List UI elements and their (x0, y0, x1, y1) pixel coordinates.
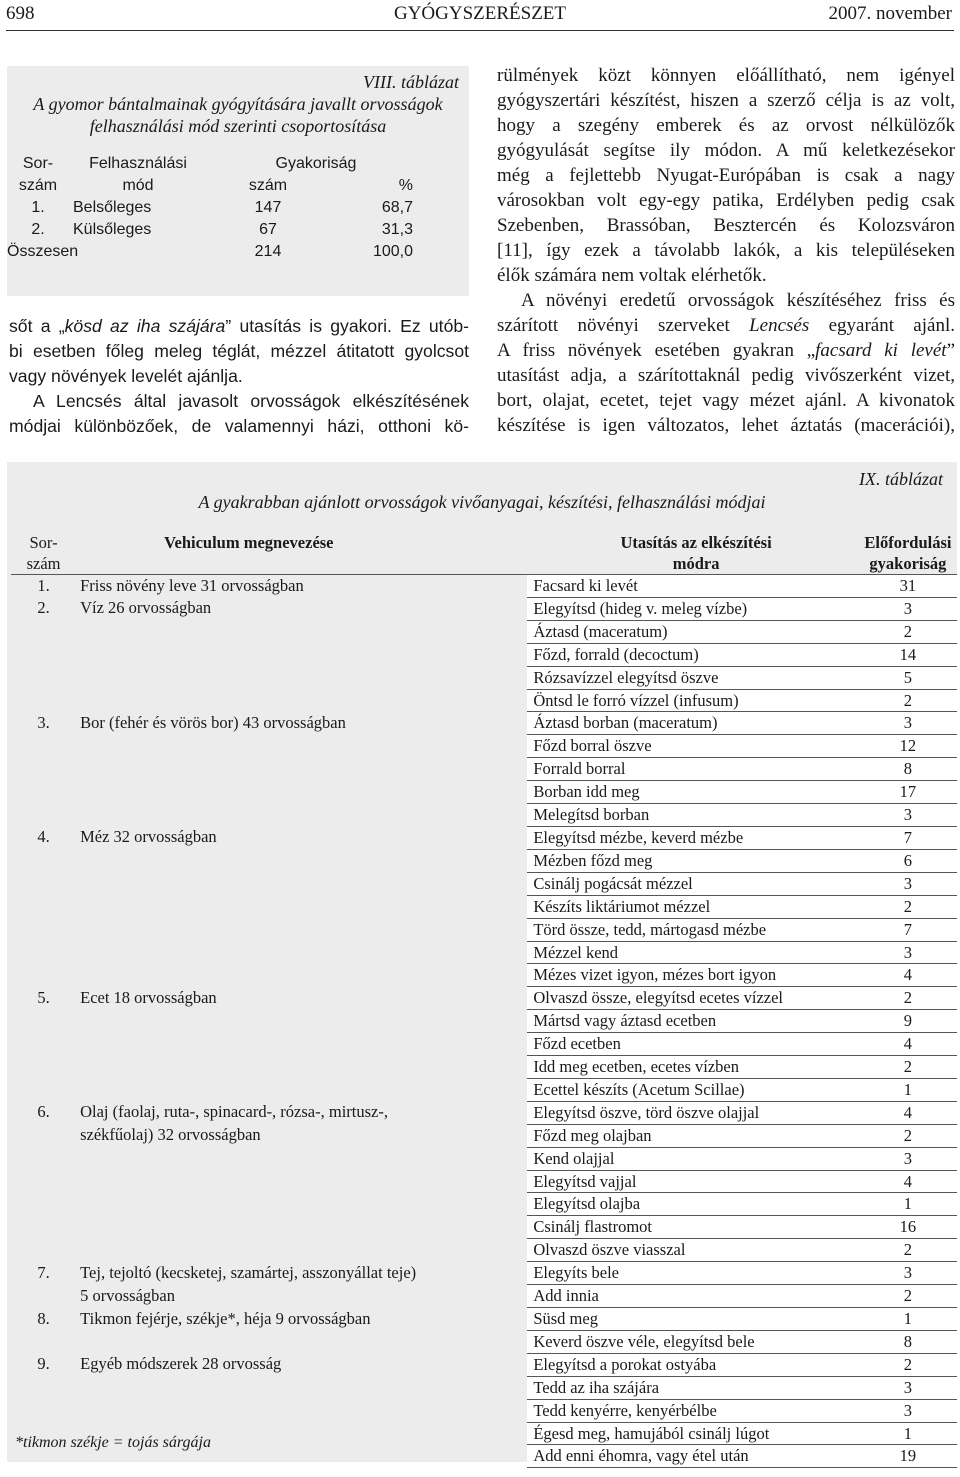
row-number-cell (11, 781, 76, 804)
instruction-cell: Elegyítsd a porokat ostyába (527, 1353, 859, 1376)
text-line: hogy a szegény emberek és az orvost nélkülözők (497, 115, 955, 136)
frequency-cell: 2 (859, 1353, 957, 1376)
row-number-cell (11, 735, 76, 758)
text-run-italic: facsard ki levét (815, 340, 947, 361)
vehicle-name-cell (76, 1399, 527, 1422)
row-number-cell: 6. (37, 1102, 50, 1122)
instruction-cell: Elegyítsd vajjal (527, 1170, 859, 1193)
header-cell (527, 532, 859, 575)
frequency-cell: 1 (859, 1078, 957, 1101)
table-row (7, 219, 469, 241)
frequency-cell: 3 (859, 597, 957, 620)
frequency-cell: 2 (859, 895, 957, 918)
text-line: [11], így ezek a távolabb lakók, a kis településeken (497, 240, 955, 261)
row-number-cell (11, 1147, 76, 1170)
row-number-cell (11, 620, 76, 643)
table-row (11, 575, 957, 598)
table-row (11, 1308, 957, 1331)
instruction-cell: Olvaszd öszve viasszal (527, 1239, 859, 1262)
vehicle-name-cell: székfűolaj) 32 orvosságban (80, 1125, 261, 1145)
row-number-cell: 8. (37, 1308, 50, 1328)
instruction-cell: Kend olajjal (527, 1147, 859, 1170)
header-text: módra (672, 554, 720, 573)
table-row (11, 758, 957, 781)
vehicle-name-cell (76, 1033, 527, 1056)
frequency-cell: 7 (859, 918, 957, 941)
header-text: Sor- (29, 533, 58, 552)
vehicle-name-cell: Tej, tejoltó (kecsketej, szamártej, asszonyállat teje) (80, 1262, 417, 1282)
frequency-cell: 3 (859, 872, 957, 895)
frequency-cell: 1 (859, 1422, 957, 1445)
text-line: gyógyulását segítse ily módon. A mű keletkezésekor (497, 140, 955, 161)
instruction-cell: Add enni éhomra, vagy étel után (527, 1445, 859, 1468)
vehicle-name-cell (76, 849, 527, 872)
table-header-row (7, 175, 469, 197)
vehicle-name-cell (76, 1216, 527, 1239)
instruction-cell: Süsd meg (527, 1308, 859, 1331)
table-row (11, 918, 957, 941)
table-viii (7, 66, 469, 296)
header-text: Vehiculum megnevezése (164, 533, 334, 552)
page-number: 698 (6, 3, 35, 24)
row-number-cell (11, 1193, 76, 1216)
table-row (11, 643, 957, 666)
frequency-cell: 2 (859, 1056, 957, 1079)
text-line (497, 313, 955, 338)
frequency-cell: 3 (859, 804, 957, 827)
vehicle-name-cell: Ecet 18 orvosságban (80, 987, 217, 1007)
instruction-cell: Főzd meg olajban (527, 1124, 859, 1147)
table-row (11, 1101, 957, 1124)
table-cell: 100,0 (372, 243, 413, 260)
frequency-cell: 3 (859, 1376, 957, 1399)
row-number-cell (11, 1056, 76, 1079)
instruction-cell: Tedd kenyérre, kenyérbélbe (527, 1399, 859, 1422)
instruction-cell: Csinálj pogácsát mézzel (527, 872, 859, 895)
text-line: A növényi eredetű orvosságok készítéséhez friss és (521, 290, 955, 311)
text-line (497, 338, 955, 363)
row-number-cell: 2. (37, 598, 50, 618)
frequency-cell: 16 (859, 1216, 957, 1239)
vehicle-name-cell (76, 941, 527, 964)
table-row (11, 849, 957, 872)
table-row (11, 895, 957, 918)
table-row (11, 1078, 957, 1101)
table-row (11, 1399, 957, 1422)
table-row (11, 1239, 957, 1262)
row-number-cell (11, 1033, 76, 1056)
frequency-cell: 17 (859, 781, 957, 804)
text-line (9, 314, 469, 339)
vehicle-name-cell (76, 1376, 527, 1399)
header-cell (859, 532, 957, 575)
instruction-cell: Áztasd borban (maceratum) (527, 712, 859, 735)
vehicle-name-cell: 5 orvosságban (80, 1285, 175, 1305)
text-line: bi esetben főleg meleg téglát, mézzel átitatott gyolcsot (9, 341, 469, 361)
row-number-cell (11, 918, 76, 941)
vehicle-name-cell (76, 1193, 527, 1216)
vehicle-name-cell (76, 1330, 527, 1353)
table-row (11, 712, 957, 735)
header-cell (11, 532, 76, 575)
row-number-cell: 5. (37, 987, 50, 1007)
frequency-cell: 3 (859, 712, 957, 735)
vehicle-name-cell: Bor (fehér és vörös bor) 43 orvosságban (80, 712, 346, 732)
text-line: még a fejlettebb Nyugat-Európában is csak a nagy (497, 165, 955, 186)
vehicle-name-cell (76, 666, 527, 689)
frequency-cell: 31 (859, 575, 957, 598)
table-row (11, 872, 957, 895)
instruction-cell: Főzd borral öszve (527, 735, 859, 758)
table-cell: 147 (254, 199, 282, 216)
table-row (11, 1033, 957, 1056)
vehicle-name-cell (76, 735, 527, 758)
vehicle-name-cell (76, 895, 527, 918)
text-line: készítése is igen változatos, lehet áztatás (macerációi), (497, 415, 955, 436)
row-number-cell (11, 1124, 76, 1147)
row-number-cell (11, 941, 76, 964)
table-row (7, 197, 469, 219)
instruction-cell: Törd össze, tedd, mártogasd mézbe (527, 918, 859, 941)
text-line: rülmények közt könnyen előállítható, nem igényel (497, 65, 955, 86)
text-run: ” (946, 340, 955, 361)
table-ix-caption: A gyakrabban ajánlott orvosságok vivőanyagai, készítési, felhasználási módjai (198, 492, 766, 512)
instruction-cell: Elegyítsd (hideg v. meleg vízbe) (527, 597, 859, 620)
row-number-cell: 7. (37, 1262, 50, 1282)
table-row (11, 666, 957, 689)
vehicle-name-cell: Olaj (faolaj, ruta-, spinacard-, rózsa-, mirtusz-, (80, 1102, 388, 1122)
header-text: Utasítás az elkészítési (620, 533, 772, 552)
table-total-row (7, 241, 469, 263)
instruction-cell: Áztasd (maceratum) (527, 620, 859, 643)
table-viii-grid (7, 153, 469, 263)
row-number-cell: 4. (37, 827, 50, 847)
frequency-cell: 2 (859, 1239, 957, 1262)
text-run-italic: Lencsés (749, 315, 810, 336)
row-number-cell (11, 849, 76, 872)
header-cell: Felhasználási (89, 155, 187, 172)
instruction-cell: Rózsavízzel elegyítsd öszve (527, 666, 859, 689)
vehicle-name-cell (76, 1056, 527, 1079)
row-number-cell (11, 804, 76, 827)
table-row (11, 1193, 957, 1216)
journal-title: GYÓGYSZERÉSZET (393, 3, 567, 24)
header-text: gyakoriság (869, 554, 947, 573)
instruction-cell: Mézzel kend (527, 941, 859, 964)
header-cell: szám (248, 177, 288, 194)
frequency-cell: 3 (859, 1262, 957, 1285)
vehicle-name-cell (76, 643, 527, 666)
table-row (11, 1353, 957, 1376)
row-number-cell (11, 1285, 76, 1308)
frequency-cell: 3 (859, 1147, 957, 1170)
instruction-cell: Égesd meg, hamujából csinálj lúgot (527, 1422, 859, 1445)
vehicle-name-cell (76, 918, 527, 941)
frequency-cell: 7 (859, 826, 957, 849)
frequency-cell: 2 (859, 1124, 957, 1147)
instruction-cell: Csinálj flastromot (527, 1216, 859, 1239)
vehicle-name-cell: Víz 26 orvosságban (80, 598, 212, 618)
vehicle-name-cell (76, 1010, 527, 1033)
left-column-text (9, 314, 469, 439)
table-cell: 68,7 (381, 199, 413, 216)
row-number-cell (11, 895, 76, 918)
table-ix-grid (11, 532, 957, 1468)
frequency-cell: 8 (859, 1330, 957, 1353)
text-line: utasítást adja, a szárítottaknál pedig vivőszerként vizet, (497, 365, 955, 386)
instruction-cell: Mézben főzd meg (527, 849, 859, 872)
vehicle-name-cell (76, 804, 527, 827)
text-line: A Lencsés által javasolt orvosságok elkészítésének (33, 391, 469, 411)
header-text: Előfordulási (864, 533, 952, 552)
text-line: városokban volt egy-egy patika, Erdélyben pedig csak (497, 190, 955, 211)
vehicle-name-cell (76, 620, 527, 643)
table-ix (7, 462, 957, 1466)
row-number-cell (11, 1078, 76, 1101)
text-run: egyaránt ajánl. (809, 315, 955, 336)
instruction-cell: Főzd ecetben (527, 1033, 859, 1056)
table-row (11, 781, 957, 804)
header-cell: Gyakoriság (275, 155, 357, 172)
table-header-row (11, 532, 957, 575)
instruction-cell: Idd meg ecetben, ecetes vízben (527, 1056, 859, 1079)
instruction-cell: Ecettel készíts (Acetum Scillae) (527, 1078, 859, 1101)
table-row (11, 735, 957, 758)
table-cell: 214 (254, 243, 282, 260)
row-number-cell: 1. (37, 576, 50, 595)
table-cell: 67 (259, 221, 277, 238)
table-row (11, 1262, 957, 1285)
table-cell: Belsőleges (73, 199, 152, 216)
row-number-cell (11, 689, 76, 712)
vehicle-name-cell: Friss növény leve 31 orvosságban (80, 576, 304, 595)
table-cell: Összesen (7, 243, 79, 260)
instruction-cell: Elegyítsd olajba (527, 1193, 859, 1216)
frequency-cell: 2 (859, 1285, 957, 1308)
table-row (11, 941, 957, 964)
table-row (11, 1330, 957, 1353)
instruction-cell: Főzd, forrald (decoctum) (527, 643, 859, 666)
frequency-cell: 8 (859, 758, 957, 781)
right-column-text (497, 63, 955, 438)
table-row (11, 1124, 957, 1147)
row-number-cell (11, 964, 76, 987)
frequency-cell: 19 (859, 1445, 957, 1468)
text-line: módjai különbözőek, de valamennyi házi, otthoni kö- (9, 416, 469, 436)
instruction-cell: Keverd öszve véle, elegyítsd bele (527, 1330, 859, 1353)
instruction-cell: Készíts liktáriumot mézzel (527, 895, 859, 918)
row-number-cell (11, 666, 76, 689)
vehicle-name-cell (76, 872, 527, 895)
header-cell: mód (122, 177, 154, 194)
row-number-cell (11, 1239, 76, 1262)
text-run-italic: kösd az iha szájára (64, 316, 226, 336)
table-row (11, 964, 957, 987)
instruction-cell: Elegyíts bele (527, 1262, 859, 1285)
table-ix-label: IX. táblázat (859, 469, 943, 489)
table-cell: 2. (31, 221, 45, 238)
table-row (11, 1170, 957, 1193)
vehicle-name-cell (76, 689, 527, 712)
table-row (11, 1010, 957, 1033)
row-number-cell (11, 1010, 76, 1033)
frequency-cell: 9 (859, 1010, 957, 1033)
table-row (11, 1285, 957, 1308)
vehicle-name-cell (76, 964, 527, 987)
instruction-cell: Olvaszd össze, elegyítsd ecetes vízzel (527, 987, 859, 1010)
table-cell: Külsőleges (73, 221, 152, 238)
row-number-cell (11, 1330, 76, 1353)
table-row (11, 826, 957, 849)
instruction-cell: Öntsd le forró vízzel (infusum) (527, 689, 859, 712)
frequency-cell: 1 (859, 1193, 957, 1216)
row-number-cell: 3. (37, 712, 50, 732)
table-cell: 31,3 (381, 221, 413, 238)
vehicle-name-cell (76, 781, 527, 804)
row-number-cell (11, 1376, 76, 1399)
instruction-cell: Facsard ki levét (527, 575, 859, 598)
instruction-cell: Borban idd meg (527, 781, 859, 804)
frequency-cell: 2 (859, 620, 957, 643)
vehicle-name-cell: Méz 32 orvosságban (80, 827, 217, 847)
header-cell: Sor- (22, 155, 54, 172)
text-line: bort, olajat, ecetet, tejet vagy mézet ajánl. A kivonatok (497, 390, 955, 411)
instruction-cell: Melegítsd borban (527, 804, 859, 827)
table-cell: 1. (31, 199, 45, 216)
table-row (11, 1376, 957, 1399)
header-cell: % (398, 177, 413, 194)
text-run: szárított növényi szerveket (497, 315, 750, 336)
text-line: vagy növények levelét ajánlja. (9, 366, 243, 386)
frequency-cell: 3 (859, 941, 957, 964)
instruction-cell: Tedd az iha szájára (527, 1376, 859, 1399)
vehicle-name-cell (76, 1078, 527, 1101)
header-text: szám (26, 554, 61, 573)
text-line: gyógyszertári készítést, hiszen a szerző célja is az volt, (497, 90, 955, 111)
frequency-cell: 4 (859, 1033, 957, 1056)
table-row (11, 1147, 957, 1170)
table-row (11, 689, 957, 712)
frequency-cell: 4 (859, 1101, 957, 1124)
instruction-cell: Elegyítsd öszve, törd öszve olajjal (527, 1101, 859, 1124)
text-run: A friss növények esetében gyakran „ (497, 340, 816, 361)
frequency-cell: 2 (859, 689, 957, 712)
frequency-cell: 6 (859, 849, 957, 872)
issue-date: 2007. november (828, 3, 952, 24)
header-cell: szám (18, 177, 58, 194)
table-row (11, 1056, 957, 1079)
text-run: sőt a „ (9, 316, 65, 336)
vehicle-name-cell (76, 1147, 527, 1170)
vehicle-name-cell (76, 1170, 527, 1193)
row-number-cell (11, 1216, 76, 1239)
table-viii-caption-line: felhasználási mód szerinti csoportosítása (89, 116, 387, 136)
row-number-cell: 9. (37, 1354, 50, 1374)
header-cell (76, 532, 527, 575)
table-row (11, 1216, 957, 1239)
row-number-cell (11, 1399, 76, 1422)
text-line: élők számára nem voltak elérhetők. (497, 265, 767, 286)
vehicle-name-cell: Egyéb módszerek 28 orvosság (80, 1354, 282, 1374)
vehicle-name-cell: Tikmon fejérje, székje*, héja 9 orvosságban (80, 1308, 371, 1328)
table-row (11, 987, 957, 1010)
table-row (11, 804, 957, 827)
frequency-cell: 12 (859, 735, 957, 758)
vehicle-name-cell (76, 758, 527, 781)
table-ix-footnote: *tikmon székje = tojás sárgája (15, 1434, 211, 1451)
row-number-cell (11, 758, 76, 781)
instruction-cell: Add innia (527, 1285, 859, 1308)
frequency-cell: 5 (859, 666, 957, 689)
instruction-cell: Forrald borral (527, 758, 859, 781)
frequency-cell: 1 (859, 1308, 957, 1331)
instruction-cell: Elegyítsd mézbe, keverd mézbe (527, 826, 859, 849)
frequency-cell: 4 (859, 1170, 957, 1193)
instruction-cell: Mézes vizet igyon, mézes bort igyon (527, 964, 859, 987)
table-viii-label: VIII. táblázat (363, 72, 459, 92)
text-run: ” utasítás is gyakori. Ez utób- (225, 316, 470, 336)
frequency-cell: 4 (859, 964, 957, 987)
header-rule (6, 30, 954, 31)
row-number-cell (11, 872, 76, 895)
table-viii-caption-line: A gyomor bántalmainak gyógyítására javallt orvosságok (33, 94, 443, 114)
frequency-cell: 2 (859, 987, 957, 1010)
frequency-cell: 14 (859, 643, 957, 666)
vehicle-name-cell (76, 1239, 527, 1262)
instruction-cell: Mártsd vagy áztasd ecetben (527, 1010, 859, 1033)
table-row (11, 597, 957, 620)
text-line: Szebenben, Brassóban, Besztercén és Kolozsváron (497, 215, 955, 236)
frequency-cell: 3 (859, 1399, 957, 1422)
table-row (11, 620, 957, 643)
row-number-cell (11, 1170, 76, 1193)
table-header-row (7, 153, 469, 175)
row-number-cell (11, 643, 76, 666)
